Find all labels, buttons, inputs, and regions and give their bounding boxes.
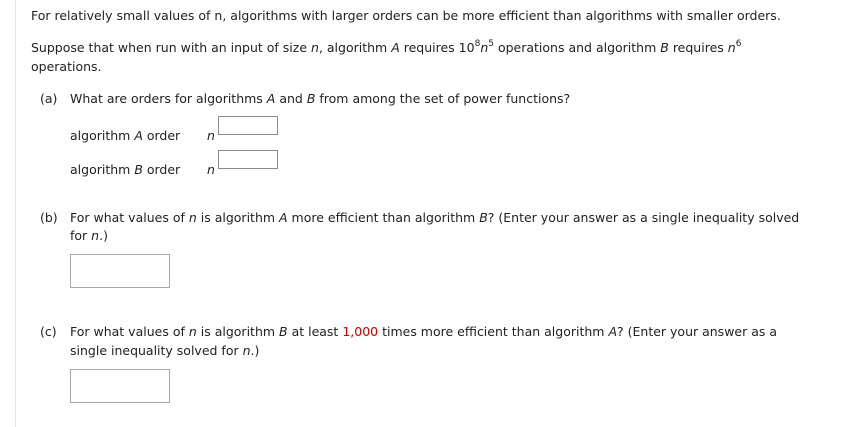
part-b-marker [40,209,58,227]
intro-line: For relatively small values of n, algorithms with larger orders can be more efficient than algorithms with smaller orders. [31,8,781,23]
algorithm-b-name: B [134,162,143,177]
power-base-n: n [207,128,215,143]
part-b-question [70,209,799,227]
question-text: times more efficient than algorithm [378,324,609,339]
part-marker: (a) [40,91,58,106]
algorithm-a-name: A [279,210,288,225]
algorithm-a-name: A [134,128,143,143]
variable-n: n [188,324,197,339]
question-text: What are orders for algorithms [70,91,267,106]
variable-n: n [311,40,319,55]
power-base-n: n [207,162,215,177]
efficiency-factor: 1,000 [342,324,379,339]
question-text: .) [99,228,108,243]
algorithm-b-name: B [306,91,316,106]
question-text: For what values of [70,324,189,339]
algorithm-a-name: A [266,91,276,106]
problem-statement [31,39,741,57]
label-text: order [142,162,181,177]
algorithm-b-name: B [660,40,669,55]
statement-text: requires [399,40,459,55]
part-a-question [70,90,570,108]
label-text: order [142,128,181,143]
label-text: algorithm [70,128,135,143]
question-text: is algorithm [196,210,280,225]
coefficient: 10 [458,40,475,55]
question-text: for [70,228,92,243]
question-text: more efficient than algorithm [287,210,480,225]
part-c-question-cont [70,342,259,360]
algorithm-a-name: A [608,324,618,339]
statement-continuation [31,58,102,76]
algorithm-b-name: B [279,324,288,339]
algorithm-b-exponent-input[interactable] [218,150,278,169]
question-text: .) [250,343,260,358]
algorithm-b-name: B [479,210,488,225]
algorithm-a-order-label [70,127,180,145]
part-b-answer-input[interactable] [70,254,170,288]
part-c-marker [40,323,57,341]
question-text: ? (Enter your answer as a single inequality solved [487,210,800,225]
variable-n: n [91,228,100,243]
algorithm-a-exponent-input[interactable] [218,116,278,135]
coefficient-exponent: 8 [474,38,481,49]
statement-text: operations. [31,59,102,74]
statement-text: , algorithm [318,40,392,55]
algorithm-a-name: A [391,40,400,55]
algorithm-a-exponent: 5 [488,38,494,49]
part-a-marker [40,90,57,108]
algorithm-b-order-label [70,161,180,179]
part-marker: (c) [40,324,57,339]
variable-n: n [188,210,197,225]
part-c-question [70,323,777,341]
question-text: from among the set of power functions? [315,91,571,106]
variable-n: n [727,40,736,55]
part-b-question-cont [70,227,108,245]
variable-n: n [242,343,251,358]
label-text: algorithm [70,162,135,177]
algorithm-b-exponent: 6 [735,38,742,49]
question-text: at least [287,324,343,339]
question-text: single inequality solved for [70,343,243,358]
question-text: is algorithm [196,324,280,339]
question-text: and [275,91,307,106]
question-text: For what values of [70,210,189,225]
part-c-answer-input[interactable] [70,369,170,403]
variable-n: n [480,40,489,55]
statement-text: operations and algorithm [493,40,661,55]
statement-text: Suppose that when run with an input of size [31,40,312,55]
part-marker: (b) [40,210,58,225]
statement-text: requires [668,40,728,55]
intro-text [31,7,781,25]
question-text: ? (Enter your answer as a [617,324,778,339]
